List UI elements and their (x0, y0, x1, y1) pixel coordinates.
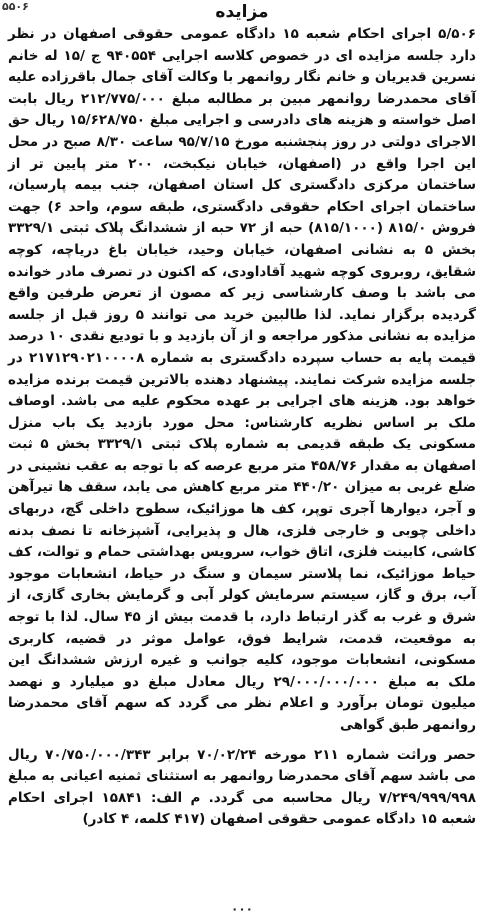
corner-number: ۵۵۰۶ (2, 0, 29, 13)
paragraph-gap (8, 737, 476, 745)
footer-fragment: ۰۰۰ (231, 902, 253, 916)
notice-main-paragraph: ۵/۵۰۶ اجرای احکام شعبه ۱۵ دادگاه عمومی حقوقی اصفهان در نظر دارد جلسه مزایده ای در خصوص کلاسه اجرایی ۹۴۰۵۵۴ ج /۱۵ له خانم نسرین قدیریان و خانم نگار روانمهر با وکالت آقای جمال باقرزاده علیه آقای محمدرضا روانمهر مبین بر مطالبه مبلغ ۲۱۲/۷۷۵/۰۰۰ ریال بابت اصل خواسته و هزینه های دادرسی و اجرایی مبلغ ۱۵/۶۲۸/۷۵۰ ریال حق الاجرای دولتی در روز پنجشنبه مورخ ۹۵/۷/۱۵ ساعت ۸/۳۰ صبح در محل این اجرا واقع در (اصفهان، خیابان نیکبخت، ۲۰۰ متر پایین تر از ساختمان مرکزی دادگستری کل استان اصفهان، جنب بیمه پارسیان، ساختمان اجرای احکام حقوقی دادگستری، طبقه سوم، واحد ۶) جهت فروش ۸۱۵/۰ (۸۱۵/۱۰۰۰) حبه از ۷۲ حبه از ششدانگ پلاک ثبتی ۳۳۲۹/۱ بخش ۵ به نشانی اصفهان، خیابان وحید، خیابان باغ دریاچه، کوچه شقایق، روبروی کوچه شهید آقاداودی، که اکنون در تصرف مادر خوانده می باشد با وصف کارشناسی زیر که مصون از تعرض طرفین واقع گردیده برگزار نماید. لذا طالبین خرید می توانند ۵ روز قبل از جلسه مزایده به نشانی مذکور مراجعه و از آن بازدید و با تودیع نقدی ۱۰ درصد قیمت پایه به حساب سپرده دادگستری به شماره ۲۱۷۱۲۹۰۲۱۰۰۰۰۸ در جلسه مزایده شرکت نمایند. پیشنهاد دهنده بالاترین قیمت برنده مزایده خواهد بود. هزینه های اجرایی بر عهده محکوم علیه می باشد. اوصاف ملک بر اساس نظریه کارشناس: محل مورد بازدید یک باب منزل مسکونی یک طبقه قدیمی به شماره پلاک ثبتی ۳۳۲۹/۱ بخش ۵ ثبت اصفهان به مقدار ۴۵۸/۷۶ متر مربع عرصه که با توجه به عقب نشینی در ضلع غربی به میزان ۴۴۰/۲۰ متر مربع کاهش می یابد، سقف ها تیرآهن و آجر، دیوارها آجری توپر، کف ها موزائیک، سطوح داخلی گچ، دربهای داخلی چوبی و خارجی فلزی، هال و پذیرایی، آشپزخانه تا نصف بدنه کاشی، کابینت فلزی، اتاق خواب، سرویس بهداشتی حمام و توالت، کف حیاط موزائیک، نما پلاستر سیمان و سنگ در حیاط، انشعابات موجود آب، برق و گاز، سیستم سرمایش کولر آبی و گرمایش بخاری گازی، از شرق و غرب به گذر ارتباط دارد، با قدمت بیش از ۴۵ سال. لذا با توجه به موقعیت، قدمت، شرایط فوق، عوامل موثر در قضیه، کاربری مسکونی، انشعابات موجود، کلیه جوانب و غیره ارزش ششدانگ این ملک به مبلغ ۲۹/۰۰۰/۰۰۰/۰۰۰ ریال معادل مبلغ دو میلیارد و نهصد میلیون تومان برآورد و اعلام نظر می گردد که سهم آقای محمدرضا روانمهر طبق گواهی (8, 26, 477, 733)
notice-title: مزایده (215, 2, 269, 22)
notice-inheritance-paragraph: حصر وراثت شماره ۲۱۱ مورخه ۷۰/۰۲/۲۴ برابر ۷۰/۷۵۰/۰۰۰/۳۴۳ ریال می باشد سهم آقای محمدرضا روانمهر به استثنای ثمنیه اعیانی به مبلغ ۷/۲۴۹/۹۹۹/۹۹۸ ریال محاسبه می گردد. م الف: ۱۵۸۴۱ اجرای احکام شعبه ۱۵ دادگاه عمومی حقوقی اصفهان (۴۱۷ کلمه، ۴ کادر) (8, 746, 476, 828)
